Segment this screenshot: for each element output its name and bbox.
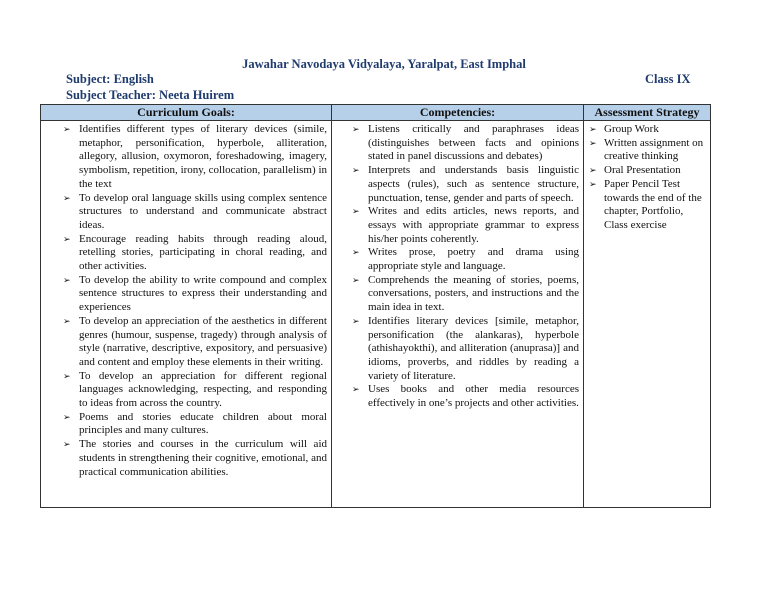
assessment-item <box>584 137 706 164</box>
arrow-bullet-icon: ➢ <box>352 124 360 134</box>
competency-text: Comprehends the meaning of stories, poems, conversations, posters, and instructions and the main idea in text. <box>368 273 579 314</box>
assessment-text: Paper Pencil Test towards the end of the chapter, Portfolio, Class exercise <box>604 177 702 231</box>
goal-item <box>41 274 327 315</box>
arrow-bullet-icon: ➢ <box>63 124 71 134</box>
goal-item <box>41 233 327 274</box>
assessment-item <box>584 123 706 137</box>
goals-list <box>41 121 331 479</box>
competency-item <box>332 274 579 315</box>
table-row <box>41 121 711 508</box>
arrow-bullet-icon: ➢ <box>63 315 71 326</box>
arrow-bullet-icon: ➢ <box>63 192 71 203</box>
arrow-bullet-icon: ➢ <box>352 315 360 326</box>
arrow-bullet-icon: ➢ <box>63 274 71 285</box>
arrow-bullet-icon: ➢ <box>352 165 360 176</box>
header-assessment-strategy: Assessment Strategy <box>584 105 711 121</box>
arrow-bullet-icon: ➢ <box>352 274 360 285</box>
arrow-bullet-icon: ➢ <box>63 411 71 422</box>
competency-text: Interprets and understands basis linguistic aspects (rules), such as sentence structure, punctuation, tense, gender and parts of speech. <box>368 164 579 204</box>
goal-item <box>41 411 327 438</box>
competency-text: Uses books and other media resources effectively in one’s projects and other activities. <box>368 383 579 410</box>
competency-text: Writes prose, poetry and drama using appropriate style and language. <box>368 246 579 273</box>
arrow-bullet-icon: ➢ <box>63 370 71 381</box>
goal-text: Identifies different types of literary devices (simile, metaphor, personification, hyperbole, alliteration, allegory, allusion, oxymoron, foreshadowing, imagery, symbolism, repetition, irony, collocation, parallelism) in the text <box>79 123 327 190</box>
assessment-text: Oral Presentation <box>604 164 681 177</box>
competency-item <box>332 164 579 205</box>
arrow-bullet-icon: ➢ <box>63 233 71 244</box>
arrow-bullet-icon: ➢ <box>352 384 360 395</box>
goal-item <box>41 192 327 233</box>
goal-item <box>41 315 327 370</box>
assessment-item <box>584 178 706 233</box>
competency-item <box>332 246 579 273</box>
goal-text: Poems and stories educate children about moral principles and many cultures. <box>79 410 327 437</box>
assessment-item <box>584 164 706 178</box>
competency-text: Listens critically and paraphrases ideas (distinguishes between facts and opinions stated in panel discussions and debates) <box>368 123 579 163</box>
goal-item <box>41 370 327 411</box>
goal-text: Encourage reading habits through reading aloud, retelling stories, participating in choral reading, and other activities. <box>79 232 327 273</box>
goal-text: To develop an appreciation for different regional languages acknowledging, respecting, and responding to ideas from across the country. <box>79 369 327 410</box>
competencies-cell <box>332 121 584 508</box>
arrow-bullet-icon: ➢ <box>589 137 597 148</box>
competency-text: Writes and edits articles, news reports, and essays with appropriate grammar to express his/her points coherently. <box>368 205 579 245</box>
competency-text: Identifies literary devices [simile, metaphor, personification (the alankaras), hyperbole (athishayokthi), and alliteration (anuprasa)] and idioms, proverbs, and riddles by reading a variety of literature. <box>368 314 579 382</box>
arrow-bullet-icon: ➢ <box>589 165 597 176</box>
competency-item <box>332 315 579 384</box>
assessment-cell <box>584 121 711 508</box>
header-competencies: Competencies: <box>332 105 584 121</box>
arrow-bullet-icon: ➢ <box>352 247 360 258</box>
competency-item <box>332 205 579 246</box>
competencies-list <box>332 121 583 411</box>
arrow-bullet-icon: ➢ <box>589 178 597 189</box>
goal-item <box>41 438 327 479</box>
goal-text: The stories and courses in the curriculum will aid students in strengthening their cognitive, emotional, and practical communication abilities. <box>79 438 327 478</box>
subject-label: Subject: English <box>66 72 154 86</box>
assessment-text: Group Work <box>604 123 659 135</box>
arrow-bullet-icon: ➢ <box>589 124 597 134</box>
school-title: Jawahar Navodaya Vidyalaya, Yaralpat, East Imphal <box>242 57 526 71</box>
goal-text: To develop the ability to write compound and complex sentence structures to express their understanding and experiences <box>79 273 327 314</box>
assessment-text: Written assignment on creative thinking <box>604 136 704 163</box>
header-curriculum-goals: Curriculum Goals: <box>41 105 332 121</box>
competency-item <box>332 123 579 164</box>
teacher-label: Subject Teacher: Neeta Huirem <box>66 88 235 102</box>
goals-cell <box>41 121 332 508</box>
goal-item <box>41 123 327 192</box>
curriculum-table <box>40 104 711 508</box>
goal-text: To develop an appreciation of the aesthetics in different genres (humour, suspense, tragedy) through analysis of style (narrative, descriptive, expository, and persuasive) and content and employ these elements in their writing. <box>79 314 327 368</box>
class-label: Class IX <box>645 72 691 86</box>
assessment-list <box>584 121 710 233</box>
arrow-bullet-icon: ➢ <box>63 439 71 450</box>
table-header-row <box>41 105 711 121</box>
arrow-bullet-icon: ➢ <box>352 206 360 217</box>
goal-text: To develop oral language skills using complex sentence structures to understand and communicate abstract ideas. <box>79 191 327 231</box>
competency-item <box>332 383 579 410</box>
